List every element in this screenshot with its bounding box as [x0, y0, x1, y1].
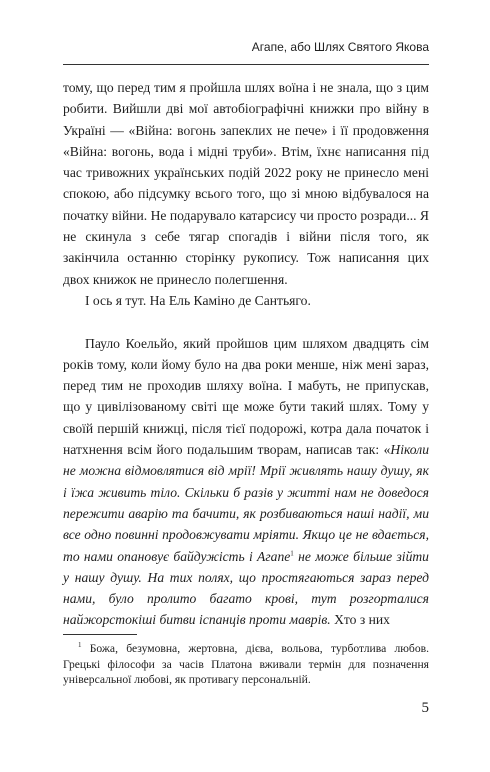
- body-text: [63, 77, 429, 631]
- footnote: [63, 641, 429, 688]
- page-number: 5: [421, 700, 429, 716]
- paragraph-3-text: Пауло Коельйо, який пройшов цим шляхом двадцять сім років тому, коли йому було на два роки менше, ніж мені зараз, перед тим не проходив шляху воїна. І мабуть, не припускав, що у цивілізованому світі ще може бути такий шлях. Тому у своїй першій книжці, після тієї подорожі, котра дала початок і натхнення всім його подальшим творам, написав так: «: [63, 335, 429, 458]
- paragraph-2: І ось я тут. На Ель Каміно де Сантьяго.: [85, 292, 311, 308]
- paragraph-1: тому, що перед тим я пройшла шлях воїна і не знала, що з цим робити. Вийшли дві мої автобіографічні книжки про війну в Україні — «Війна: вогонь запеклих не пече» і її продовження «Війна: вогонь, вода і мідні труби». Втім, їхнє написання під час тривожних українських подій 2022 року не принесло мені спокою, або підсумку всього того, що зі мною відбувалося на початку війни. Не подарувало катарсису чи просто розради... Я не скинула з себе тягар спогадів і війни після того, як закінчила останню сторінку рукопису. Тож написання цих двох книжок не принесло полегшення.: [63, 80, 429, 287]
- running-head: Агапе, або Шлях Святого Якова: [251, 40, 429, 54]
- footnote-text: Божа, безумовна, жертовна, дієва, вольова, турботлива любов. Грецькі філософи за часів Платона вживали термін для позначення універсальної любові, як противагу персональній.: [63, 642, 429, 686]
- quote-italic-part-1: Ніколи не можна відмовлятися від мрії! Мрії живлять нашу душу, як і їжа живить тіло. Скільки б разів у житті нам не доведося пережити аварію та бачити, як розбиваються наші надії, ми все одно повинні продовжувати мріяти. Якщо це не вдається, то нами опановує байдужість і Агапе: [63, 442, 429, 564]
- footnote-ref: 1: [290, 549, 294, 557]
- quote-italic-part-2: не може більше зійти у нашу душу. На тих полях, що простягаються зараз перед нами, було пролито багато крові, тут розгорталися найжорстокіші битви іспанців проти маврів.: [63, 548, 429, 628]
- paragraph-3: [63, 333, 429, 631]
- header-rule: [63, 64, 429, 65]
- footnote-marker: 1: [78, 641, 82, 650]
- footnote-rule: [63, 634, 137, 635]
- footnote-text-block: [63, 641, 429, 688]
- paragraph-3-tail: Хто з них: [330, 612, 390, 628]
